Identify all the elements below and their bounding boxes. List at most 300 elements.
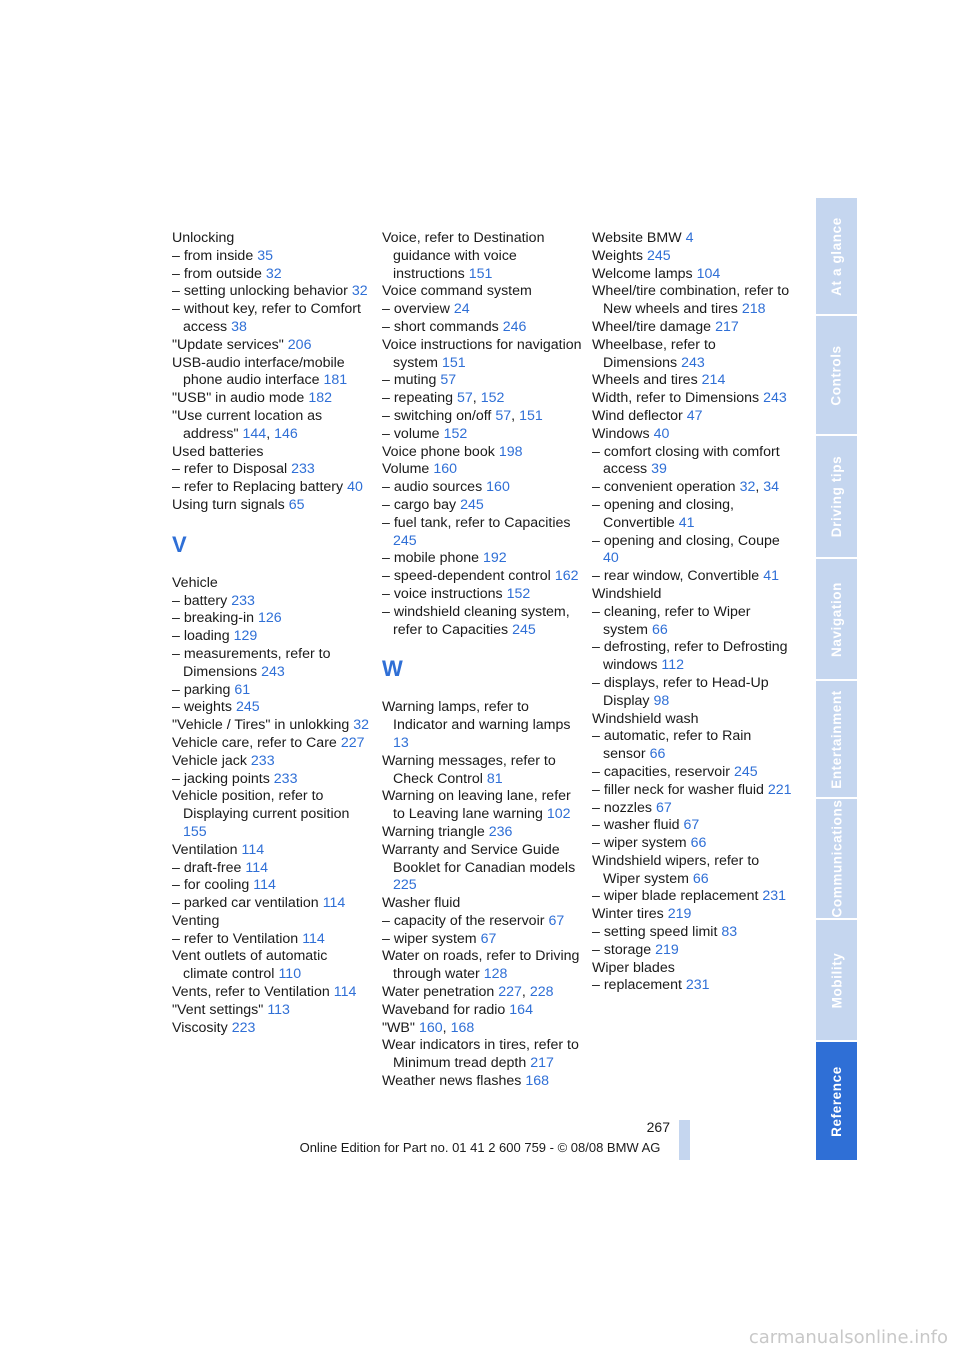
- index-term: – switching on/off: [382, 407, 492, 424]
- index-entry: [172, 628, 372, 646]
- page-reference-link[interactable]: 152: [480, 390, 505, 407]
- index-entry: [172, 248, 372, 266]
- page-reference-link[interactable]: 39: [651, 461, 667, 478]
- index-entry: [382, 337, 582, 373]
- sidebar-tab-mobility[interactable]: [816, 920, 857, 1040]
- index-letter-heading: W: [382, 656, 403, 682]
- page-reference-link[interactable]: 114: [241, 841, 265, 858]
- index-term: – volume: [382, 425, 440, 442]
- index-term: Wind deflector: [592, 407, 683, 424]
- index-term: Vehicle care, refer to Care: [172, 734, 337, 751]
- page-reference-link[interactable]: 227: [498, 984, 522, 1001]
- index-entry: [172, 735, 372, 753]
- index-term: – voice instructions: [382, 585, 503, 602]
- index-term: – audio sources: [382, 479, 483, 496]
- index-term: Ventilation: [172, 841, 238, 858]
- index-entry: [592, 283, 792, 319]
- index-entry: [172, 1020, 372, 1038]
- index-term: – cleaning, refer to Wiper system: [592, 603, 751, 638]
- index-entry: [382, 842, 582, 895]
- index-entry: [172, 283, 372, 301]
- page-reference-link[interactable]: 57: [495, 407, 512, 424]
- page-reference-link[interactable]: 4: [685, 230, 694, 246]
- page-reference-link[interactable]: 67: [655, 799, 672, 816]
- page-reference-link[interactable]: 233: [231, 592, 255, 609]
- index-term: Vent outlets of automatic climate control: [172, 948, 328, 983]
- page-reference-link[interactable]: 83: [721, 924, 738, 941]
- index-entry: [592, 639, 792, 675]
- page-reference-link[interactable]: 114: [245, 859, 269, 876]
- index-term: – refer to Disposal: [172, 461, 288, 478]
- page-reference-link[interactable]: 40: [347, 479, 363, 496]
- page-reference-link[interactable]: 231: [762, 888, 787, 905]
- index-term: "Update services": [172, 336, 284, 353]
- index-term: – for cooling: [172, 877, 250, 894]
- sidebar-tab-navigation[interactable]: [816, 559, 857, 679]
- index-term: Weights: [592, 247, 643, 264]
- index-entry: [592, 586, 792, 604]
- index-entry: [172, 877, 372, 895]
- index-entry: [382, 586, 582, 604]
- index-term: – replacement: [592, 977, 682, 994]
- index-term: Voice instructions for navigation system: [382, 336, 582, 371]
- page-reference-link[interactable]: 40: [653, 425, 670, 442]
- index-term: – setting unlocking behavior: [172, 283, 348, 300]
- page-reference-link[interactable]: 65: [288, 496, 305, 513]
- index-term: – setting speed limit: [592, 924, 718, 941]
- index-entry: [382, 895, 582, 913]
- page-reference-link[interactable]: 160: [418, 1019, 443, 1036]
- index-term: – muting: [382, 372, 437, 389]
- index-term: Wiper blades: [592, 959, 675, 976]
- index-entry: [382, 1020, 582, 1038]
- index-term: Water penetration: [382, 984, 495, 1001]
- index-entry: [172, 390, 372, 408]
- index-term: USB-audio interface/mobile phone audio interface: [172, 354, 345, 389]
- page-reference-link[interactable]: 151: [519, 407, 543, 424]
- page-reference-link[interactable]: 47: [686, 407, 703, 424]
- index-entry: [172, 575, 372, 593]
- index-term: – short commands: [382, 318, 499, 335]
- index-term: – measurements, refer to Dimensions: [172, 645, 331, 680]
- index-entry: [592, 248, 792, 266]
- index-entry: [592, 568, 792, 586]
- sidebar-tab-label: Mobility: [829, 952, 845, 1008]
- page-reference-link[interactable]: 227: [340, 734, 365, 751]
- page-reference-link[interactable]: 219: [655, 941, 679, 958]
- index-term: Winter tires: [592, 906, 664, 923]
- index-term: "Vehicle / Tires" in unlokking: [172, 717, 350, 734]
- page-separator: ,: [266, 425, 271, 442]
- page-reference-link[interactable]: 168: [450, 1019, 475, 1036]
- page-reference-link[interactable]: 41: [763, 568, 779, 585]
- page-reference-link[interactable]: 57: [440, 372, 457, 389]
- page-reference-link[interactable]: 114: [253, 877, 276, 894]
- page-reference-link[interactable]: 160: [486, 479, 510, 496]
- page-reference-link[interactable]: 67: [480, 930, 497, 947]
- section-sidebar: [816, 198, 857, 1160]
- index-entry: [592, 426, 792, 444]
- page-reference-link[interactable]: 98: [653, 692, 670, 709]
- index-entry: [172, 699, 372, 717]
- index-entry: [382, 444, 582, 462]
- index-entry: [172, 408, 372, 444]
- index-term: Warning triangle: [382, 823, 485, 840]
- page-reference-link[interactable]: 113: [267, 1001, 290, 1018]
- page-reference-link[interactable]: 129: [233, 628, 258, 645]
- page-reference-link[interactable]: 243: [681, 354, 705, 371]
- page-reference-link[interactable]: 151: [441, 354, 466, 371]
- page-reference-link[interactable]: 66: [651, 621, 668, 638]
- page-reference-link[interactable]: 181: [323, 372, 348, 389]
- page-reference-link[interactable]: 164: [509, 1001, 533, 1018]
- page-reference-link[interactable]: 245: [235, 699, 260, 716]
- index-entry: [382, 1037, 582, 1073]
- index-entry: [592, 906, 792, 924]
- page-reference-link[interactable]: 114: [322, 895, 346, 912]
- page-reference-link[interactable]: 162: [554, 568, 579, 585]
- index-term: – overview: [382, 301, 450, 318]
- index-entry: [592, 230, 792, 248]
- index-entry: [382, 1002, 582, 1020]
- index-entry: [382, 479, 582, 497]
- index-term: – windshield cleaning system, refer to Capacities: [382, 603, 570, 638]
- index-entry: [382, 699, 582, 752]
- index-term: Weather news flashes: [382, 1073, 522, 1090]
- page-reference-link[interactable]: 66: [692, 870, 709, 887]
- page-reference-link[interactable]: 35: [257, 247, 273, 264]
- index-term: Wheels and tires: [592, 372, 698, 389]
- index-entry: [172, 984, 372, 1002]
- index-term: – from inside: [172, 247, 254, 264]
- index-term: – defrosting, refer to Defrosting windows: [592, 639, 788, 674]
- index-entry: [382, 390, 582, 408]
- page-reference-link[interactable]: 40: [603, 550, 619, 567]
- index-entry: [382, 426, 582, 444]
- index-entry: [172, 1002, 372, 1020]
- sidebar-tab-at-a-glance[interactable]: [816, 198, 857, 314]
- index-column-2: [382, 230, 582, 1091]
- page-reference-link[interactable]: 155: [183, 823, 207, 840]
- index-term: Vehicle jack: [172, 752, 247, 769]
- index-entry: [382, 568, 582, 586]
- sidebar-tab-controls[interactable]: [816, 316, 857, 434]
- index-entry: [172, 610, 372, 628]
- page-reference-link[interactable]: 41: [678, 514, 695, 531]
- index-term: Windshield wipers, refer to Wiper system: [592, 852, 760, 887]
- page-reference-link[interactable]: 24: [453, 301, 470, 318]
- index-entry: [172, 771, 372, 789]
- page-reference-link[interactable]: 66: [690, 835, 707, 852]
- page-reference-link[interactable]: 246: [502, 318, 527, 335]
- index-term: Used batteries: [172, 443, 264, 460]
- index-term: – repeating: [382, 390, 453, 407]
- index-entry: [382, 319, 582, 337]
- page-reference-link[interactable]: 38: [231, 318, 247, 335]
- index-term: Windows: [592, 425, 650, 442]
- page-separator: ,: [511, 407, 516, 424]
- index-entry: [382, 230, 582, 283]
- index-entry: [172, 682, 372, 700]
- index-term: Venting: [172, 912, 220, 929]
- index-entry: [592, 711, 792, 729]
- index-term: – convenient operation: [592, 479, 736, 496]
- index-entry: [592, 408, 792, 426]
- page-reference-link[interactable]: 67: [683, 817, 700, 834]
- index-entry: [592, 924, 792, 942]
- page-reference-link[interactable]: 245: [393, 532, 417, 549]
- watermark: carmanualsonline.info: [748, 1327, 948, 1348]
- index-term: Welcome lamps: [592, 265, 693, 282]
- page-reference-link[interactable]: 81: [486, 770, 503, 787]
- index-entry: [382, 550, 582, 568]
- index-term: Vehicle position, refer to Displaying current position: [172, 788, 350, 823]
- page-reference-link[interactable]: 32: [265, 265, 282, 282]
- index-entry: [172, 753, 372, 771]
- page-reference-link[interactable]: 61: [234, 681, 251, 698]
- page-reference-link[interactable]: 198: [498, 443, 523, 460]
- index-term: – breaking-in: [172, 610, 255, 627]
- index-entry: [592, 319, 792, 337]
- index-term: – refer to Replacing battery: [172, 479, 344, 496]
- index-entry: [592, 977, 792, 995]
- index-term: Windshield: [592, 585, 662, 602]
- sidebar-tab-label: Navigation: [829, 581, 845, 657]
- page-number: 267: [646, 1119, 670, 1135]
- index-entry: [592, 764, 792, 782]
- page-reference-link[interactable]: 32: [739, 479, 756, 496]
- index-term: – draft-free: [172, 859, 242, 876]
- index-term: "WB": [382, 1019, 415, 1036]
- index-term: – parking: [172, 681, 231, 698]
- index-entry: [592, 835, 792, 853]
- index-term: – battery: [172, 592, 228, 609]
- page-reference-link[interactable]: 128: [483, 966, 508, 983]
- index-term: – comfort closing with comfort access: [592, 443, 780, 478]
- page-reference-link[interactable]: 243: [763, 390, 787, 407]
- sidebar-tab-label: Driving tips: [829, 455, 844, 538]
- page-reference-link[interactable]: 104: [696, 265, 721, 282]
- index-entry: [172, 444, 372, 462]
- index-term: – storage: [592, 941, 652, 958]
- page-reference-link[interactable]: 217: [715, 318, 739, 335]
- page-reference-link[interactable]: 245: [734, 763, 758, 780]
- index-entry: [382, 408, 582, 426]
- index-letter-heading: V: [172, 531, 187, 557]
- page-reference-link[interactable]: 223: [231, 1019, 256, 1036]
- page-reference-link[interactable]: 32: [353, 717, 370, 734]
- page-reference-link[interactable]: 243: [261, 663, 285, 680]
- page-separator: ,: [521, 984, 526, 1001]
- index-entry: [592, 782, 792, 800]
- index-entry: [172, 497, 372, 515]
- page-reference-link[interactable]: 160: [433, 461, 457, 478]
- page-reference-link[interactable]: 219: [667, 906, 692, 923]
- index-entry: [172, 301, 372, 337]
- index-entry: [592, 372, 792, 390]
- page-reference-link[interactable]: 192: [483, 550, 507, 567]
- index-term: – wiper system: [592, 835, 687, 852]
- index-term: Website BMW: [592, 230, 682, 246]
- index-entry: [592, 942, 792, 960]
- page-separator: ,: [472, 390, 477, 407]
- index-term: – mobile phone: [382, 550, 480, 567]
- page-reference-link[interactable]: 34: [763, 479, 780, 496]
- page-reference-link[interactable]: 233: [291, 461, 315, 478]
- index-term: – displays, refer to Head-Up Display: [592, 674, 769, 709]
- index-entry: [382, 824, 582, 842]
- index-term: Wheel/tire damage: [592, 318, 712, 335]
- sidebar-tab-entertainment[interactable]: [816, 681, 857, 797]
- index-entry: [592, 817, 792, 835]
- index-entry: [172, 479, 372, 497]
- index-term: Voice, refer to Destination guidance with voice instructions: [382, 230, 545, 282]
- footer-edition-note: Online Edition for Part no. 01 41 2 600 759 - © 08/08 BMW AG: [299, 1140, 661, 1155]
- page-reference-link[interactable]: 233: [273, 770, 298, 787]
- index-term: Water on roads, refer to Driving through water: [382, 948, 580, 983]
- index-entry: [382, 461, 582, 479]
- page-reference-link[interactable]: 32: [351, 283, 368, 300]
- page-reference-link[interactable]: 114: [302, 930, 325, 947]
- page-reference-link[interactable]: 218: [741, 301, 766, 318]
- page-reference-link[interactable]: 152: [506, 585, 531, 602]
- index-entry: [382, 372, 582, 390]
- index-entry: [172, 461, 372, 479]
- index-column-3: [592, 230, 792, 995]
- page-reference-link[interactable]: 245: [512, 621, 536, 638]
- index-term: – wiper blade replacement: [592, 888, 759, 905]
- page-reference-link[interactable]: 112: [661, 657, 685, 674]
- index-entry: [592, 444, 792, 480]
- index-entry: [382, 604, 582, 640]
- index-term: Wheel/tire combination, refer to New wheels and tires: [592, 283, 790, 318]
- index-entry: [382, 913, 582, 931]
- index-term: Vehicle: [172, 574, 218, 591]
- page-reference-link[interactable]: 144: [242, 425, 267, 442]
- index-entry: [592, 497, 792, 533]
- index-entry: [382, 515, 582, 551]
- index-entry: [172, 842, 372, 860]
- page-reference-link[interactable]: 228: [529, 984, 554, 1001]
- page-reference-link[interactable]: 245: [460, 496, 484, 513]
- page-reference-link[interactable]: 214: [701, 372, 726, 389]
- index-term: Using turn signals: [172, 496, 285, 513]
- index-entry: [592, 960, 792, 978]
- index-term: – opening and closing, Convertible: [592, 496, 734, 531]
- page-reference-link[interactable]: 152: [443, 425, 468, 442]
- page-reference-link[interactable]: 236: [488, 823, 513, 840]
- index-entry: [592, 390, 792, 408]
- index-term: Windshield wash: [592, 710, 699, 727]
- page-reference-link[interactable]: 114: [333, 984, 357, 1001]
- index-entry: [592, 728, 792, 764]
- index-entry: [172, 717, 372, 735]
- page-reference-link[interactable]: 110: [278, 966, 302, 983]
- index-entry: [382, 788, 582, 824]
- index-entry: [172, 931, 372, 949]
- index-term: Warning on leaving lane, refer to Leaving lane warning: [382, 788, 571, 823]
- index-term: – automatic, refer to Rain sensor: [592, 728, 752, 763]
- index-entry: [382, 283, 582, 301]
- page-separator: ,: [442, 1019, 447, 1036]
- page-reference-link[interactable]: 245: [647, 247, 671, 264]
- index-term: "Vent settings": [172, 1001, 264, 1018]
- index-term: Wheelbase, refer to Dimensions: [592, 336, 716, 371]
- index-entry: [592, 853, 792, 889]
- sidebar-tab-driving-tips[interactable]: [816, 436, 857, 557]
- index-entry: [382, 301, 582, 319]
- index-entry: [592, 337, 792, 373]
- index-entry: [382, 753, 582, 789]
- index-entry: [592, 266, 792, 284]
- index-term: Voice command system: [382, 283, 532, 300]
- page-reference-link[interactable]: 146: [274, 425, 298, 442]
- index-entry: [172, 230, 372, 248]
- index-term: – opening and closing, Coupe: [592, 532, 780, 549]
- index-term: Warranty and Service Guide Booklet for Canadian models: [382, 841, 576, 876]
- page-reference-link[interactable]: 182: [308, 390, 332, 407]
- index-term: – capacity of the reservoir: [382, 912, 545, 929]
- page-reference-link[interactable]: 217: [530, 1055, 554, 1072]
- index-term: – jacking points: [172, 770, 270, 787]
- index-term: – cargo bay: [382, 496, 457, 513]
- index-term: "USB" in audio mode: [172, 390, 305, 407]
- sidebar-tab-label: At a glance: [829, 216, 844, 296]
- page-reference-link[interactable]: 168: [525, 1073, 549, 1090]
- index-term: Unlocking: [172, 230, 235, 246]
- sidebar-tab-label: Entertainment: [829, 689, 844, 789]
- index-term: Viscosity: [172, 1019, 228, 1036]
- index-term: – parked car ventilation: [172, 895, 319, 912]
- page-reference-link[interactable]: 221: [767, 781, 792, 798]
- sidebar-tab-communications[interactable]: [816, 799, 857, 918]
- index-term: – filler neck for washer fluid: [592, 781, 764, 798]
- page-reference-link[interactable]: 67: [548, 912, 565, 929]
- index-term: – without key, refer to Comfort access: [172, 301, 361, 335]
- index-entry: [172, 337, 372, 355]
- index-term: – rear window, Convertible: [592, 568, 760, 585]
- index-entry: [172, 895, 372, 913]
- page-reference-link[interactable]: 206: [287, 336, 312, 353]
- index-entry: [172, 266, 372, 284]
- page-reference-link[interactable]: 13: [393, 734, 409, 751]
- index-term: Vents, refer to Ventilation: [172, 984, 330, 1001]
- index-term: Waveband for radio: [382, 1001, 506, 1018]
- index-entry: [592, 604, 792, 640]
- page-reference-link[interactable]: 233: [250, 752, 275, 769]
- page-reference-link[interactable]: 151: [468, 265, 493, 282]
- index-entry: [592, 800, 792, 818]
- index-entry: [172, 948, 372, 984]
- index-term: Warning messages, refer to Check Control: [382, 752, 556, 787]
- page-reference-link[interactable]: 126: [258, 610, 282, 627]
- index-term: "Use current location as address": [172, 407, 323, 442]
- index-entry: [172, 788, 372, 841]
- index-entry: [382, 1073, 582, 1091]
- page-reference-link[interactable]: 225: [393, 877, 417, 894]
- page-reference-link[interactable]: 57: [457, 390, 473, 407]
- index-term: – nozzles: [592, 799, 652, 816]
- page-reference-link[interactable]: 66: [649, 746, 666, 763]
- index-term: – wiper system: [382, 930, 477, 947]
- page-separator: ,: [755, 479, 760, 496]
- index-entry: [592, 479, 792, 497]
- index-entry: [172, 913, 372, 931]
- index-term: Width, refer to Dimensions: [592, 390, 760, 407]
- index-term: Volume: [382, 461, 430, 478]
- page-reference-link[interactable]: 102: [546, 806, 571, 823]
- page-reference-link[interactable]: 231: [685, 977, 710, 994]
